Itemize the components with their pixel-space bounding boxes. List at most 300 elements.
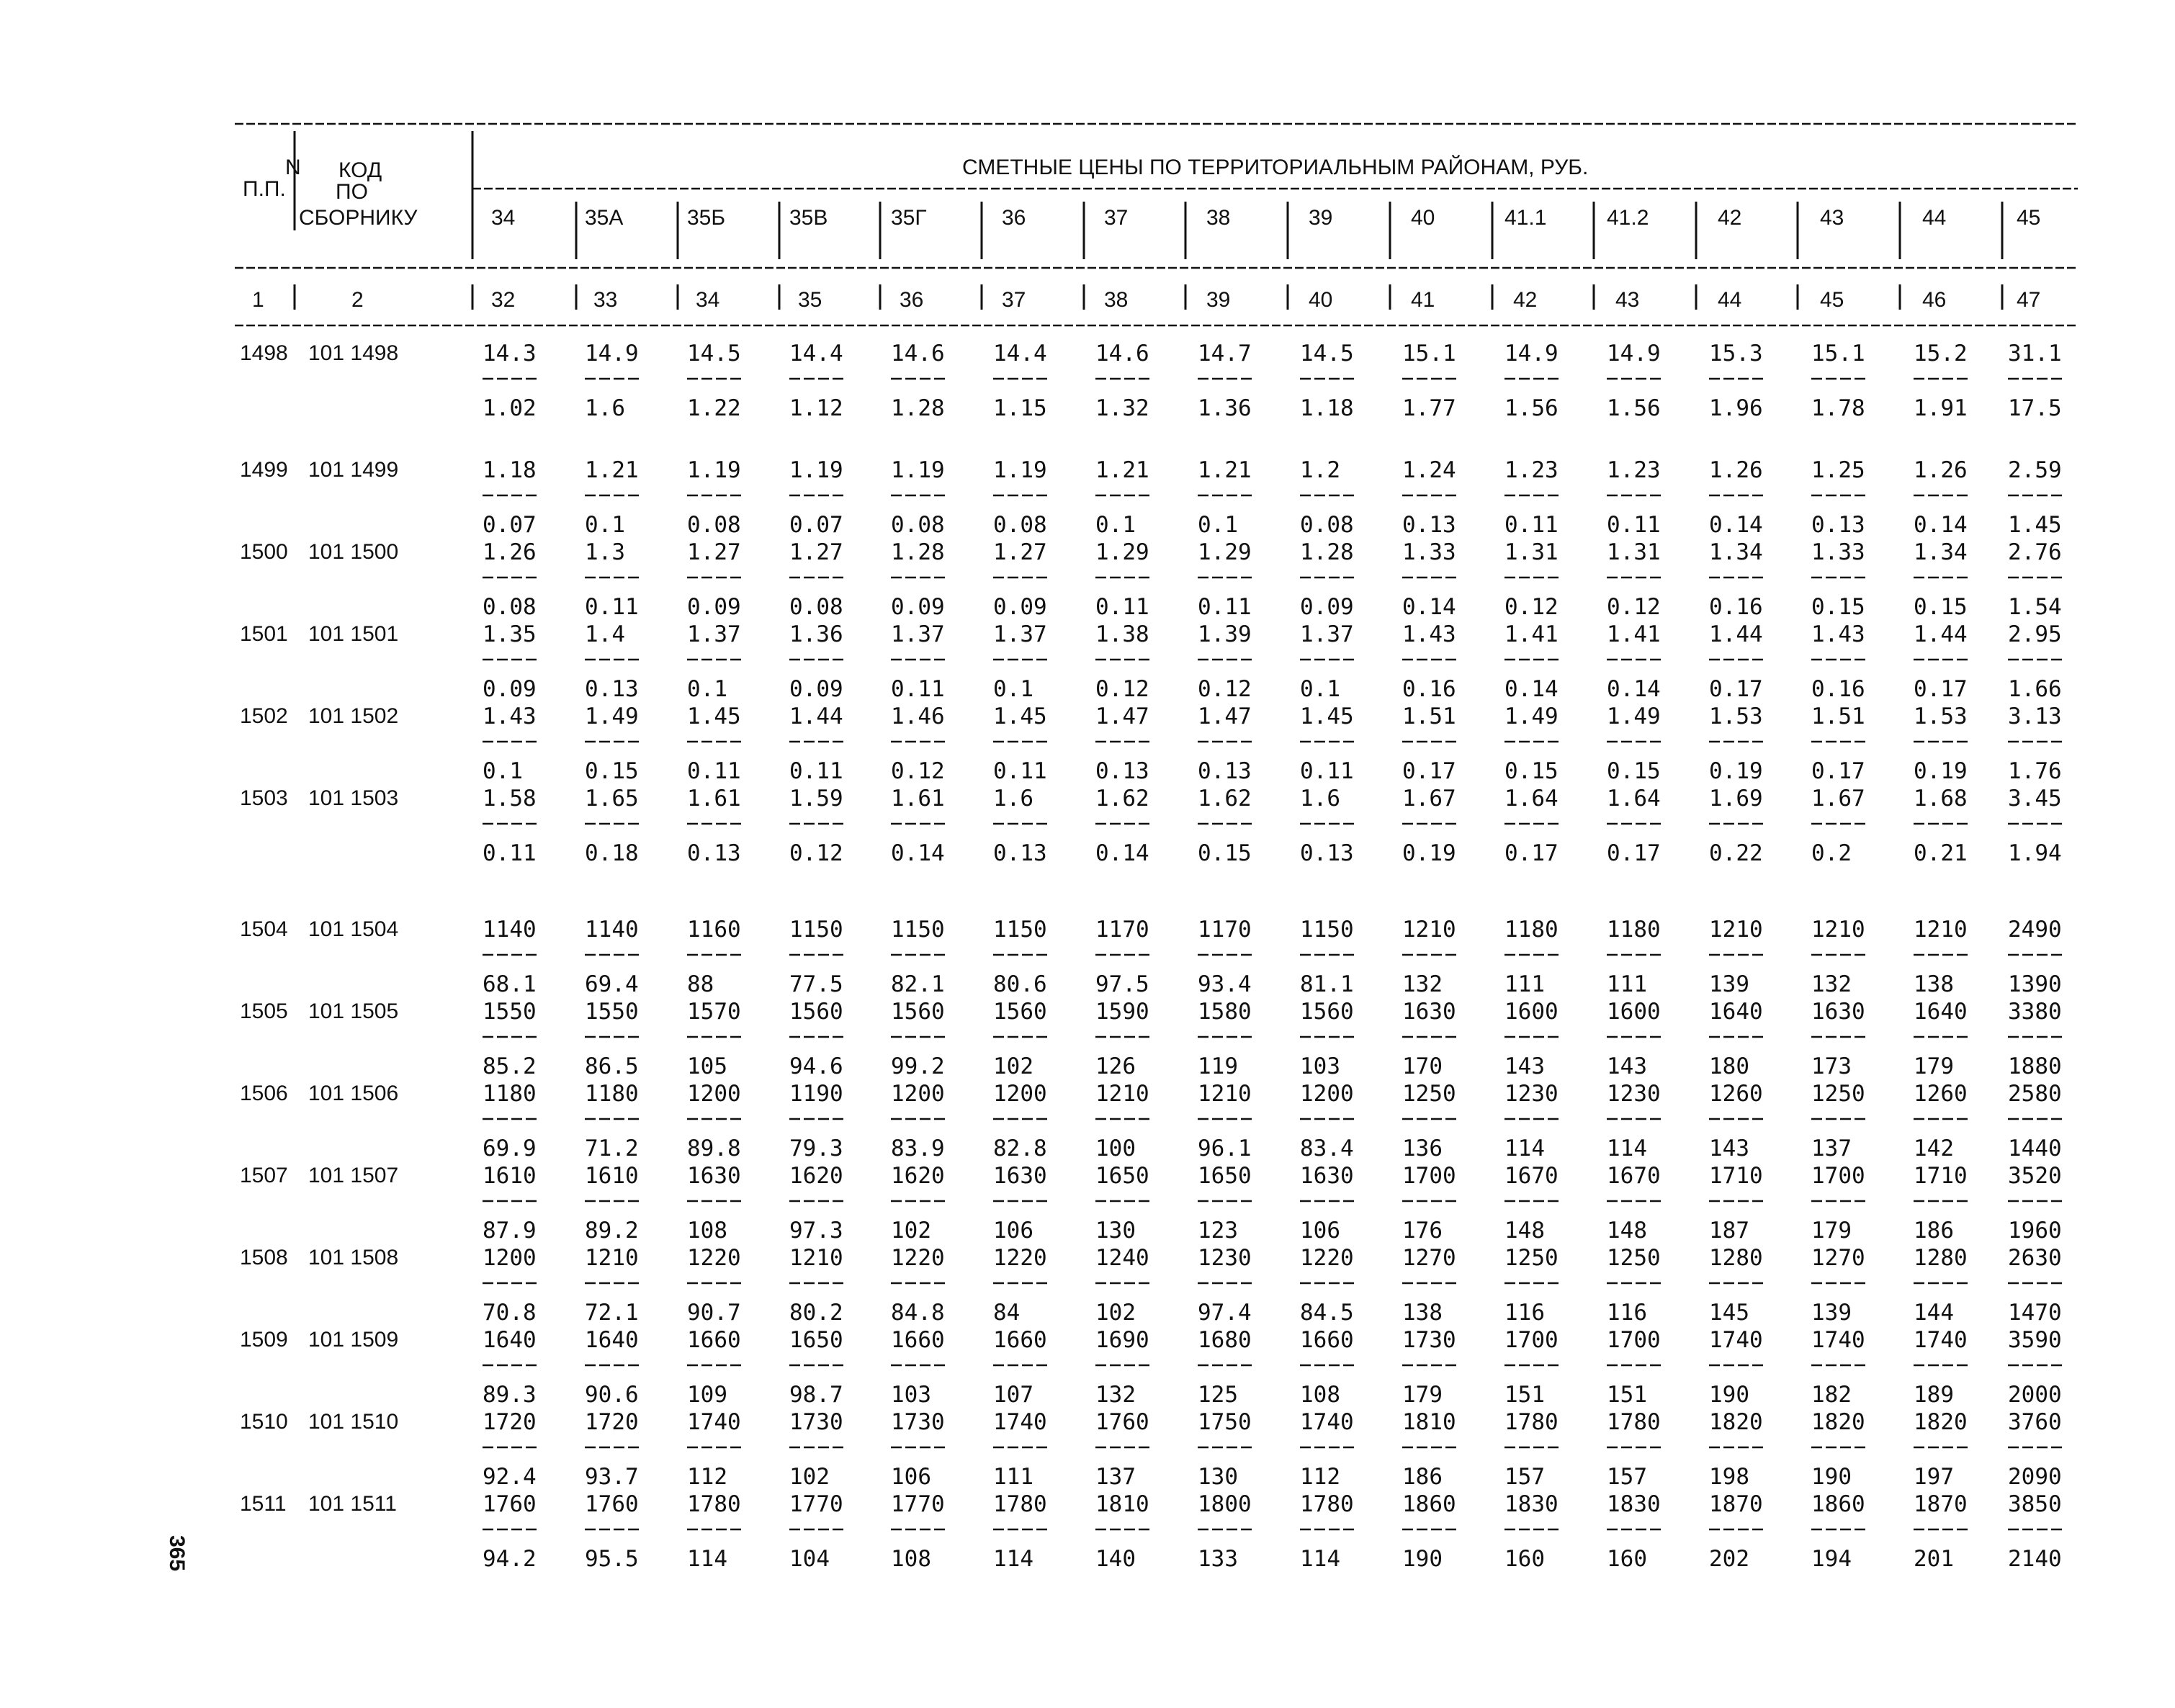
cell-value-top: 1.62 (1095, 786, 1149, 812)
column-number: 47 (2017, 288, 2041, 312)
cell-value-bottom: 102 (993, 1053, 1033, 1079)
cell-value-top: 1.4 (585, 621, 625, 647)
cell-value-top: 1.61 (891, 786, 945, 812)
row-number: 1498 (240, 341, 288, 365)
cell-value-top: 1.27 (789, 539, 843, 565)
cell-value-top: 1.19 (687, 457, 741, 483)
cell-value-top: 1.35 (483, 621, 537, 647)
cell-value-top: 1.19 (993, 457, 1047, 483)
cell-value-bottom: 1.76 (2008, 758, 2062, 784)
region-header: 35В (789, 206, 828, 230)
cell-value-bottom: 0.17 (1607, 840, 1661, 866)
row-number: 1509 (240, 1328, 288, 1352)
cell-value-top: 1620 (789, 1163, 843, 1189)
cell-value-bottom: 1.54 (2008, 594, 2062, 620)
cell-value-top: 2.76 (2008, 539, 2062, 565)
cell-value-top: 1.24 (1402, 457, 1456, 483)
cell-value-top: 1.45 (1300, 704, 1354, 729)
cell-value-top: 1830 (1607, 1491, 1661, 1517)
cell-value-top: 1270 (1811, 1245, 1865, 1271)
cell-value-top: 1.28 (891, 539, 945, 565)
cell-value-top: 1.38 (1095, 621, 1149, 647)
cell-value-bottom: 1.78 (1811, 395, 1865, 421)
cell-value-top: 1720 (483, 1409, 537, 1435)
column-number: 38 (1104, 288, 1129, 312)
cell-value-top: 1180 (1607, 917, 1661, 943)
cell-value-top: 1630 (687, 1163, 741, 1189)
cell-value-top: 1660 (993, 1327, 1047, 1353)
region-header: 39 (1309, 206, 1333, 230)
row-number: 1502 (240, 704, 288, 728)
cell-value-top: 1820 (1914, 1409, 1968, 1435)
cell-value-bottom: 106 (993, 1218, 1033, 1244)
cell-value-top: 1.65 (585, 786, 639, 812)
cell-value-top: 3850 (2008, 1491, 2062, 1517)
cell-value-top: 1740 (1709, 1327, 1763, 1353)
header-np-top: N (285, 156, 301, 179)
cell-value-top: 1550 (585, 999, 639, 1025)
cell-value-bottom: 0.14 (1607, 676, 1661, 702)
cell-value-bottom: 0.11 (483, 840, 537, 866)
cell-value-top: 1640 (1709, 999, 1763, 1025)
cell-value-top: 1210 (1811, 917, 1865, 943)
cell-value-top: 1780 (687, 1491, 741, 1517)
cell-value-bottom: 0.12 (1504, 594, 1559, 620)
row-code: 101 1510 (308, 1410, 399, 1434)
header-code-line3: СБОРНИКУ (299, 206, 418, 230)
cell-value-top: 1200 (1300, 1081, 1354, 1107)
row-number: 1510 (240, 1410, 288, 1434)
cell-value-bottom: 2000 (2008, 1382, 2062, 1408)
cell-value-top: 1.23 (1504, 457, 1559, 483)
cell-value-bottom: 0.12 (891, 758, 945, 784)
cell-value-bottom: 84.5 (1300, 1300, 1354, 1326)
cell-value-top: 1780 (1504, 1409, 1559, 1435)
cell-value-top: 1640 (483, 1327, 537, 1353)
row-number: 1499 (240, 458, 288, 482)
row-code: 101 1504 (308, 917, 399, 941)
cell-value-bottom: 0.13 (1095, 758, 1149, 784)
cell-value-top: 14.5 (1300, 341, 1354, 367)
cell-value-top: 1.43 (1811, 621, 1865, 647)
cell-value-bottom: 71.2 (585, 1136, 639, 1161)
cell-value-bottom: 0.13 (585, 676, 639, 702)
cell-value-top: 1250 (1402, 1081, 1456, 1107)
region-header: 43 (1820, 206, 1844, 230)
cell-value-top: 1580 (1198, 999, 1252, 1025)
cell-value-bottom: 148 (1504, 1218, 1545, 1244)
cell-value-top: 1250 (1504, 1245, 1559, 1271)
cell-value-bottom: 151 (1607, 1382, 1647, 1408)
cell-value-top: 14.9 (1504, 341, 1559, 367)
cell-value-bottom: 179 (1402, 1382, 1443, 1408)
cell-value-top: 1.44 (1709, 621, 1763, 647)
cell-value-top: 1.64 (1607, 786, 1661, 812)
cell-value-bottom: 106 (891, 1464, 931, 1490)
cell-value-top: 14.5 (687, 341, 741, 367)
cell-value-top: 3590 (2008, 1327, 2062, 1353)
cell-value-bottom: 190 (1709, 1382, 1749, 1408)
cell-value-bottom: 1.91 (1914, 395, 1968, 421)
cell-value-top: 1610 (483, 1163, 537, 1189)
cell-value-bottom: 112 (687, 1464, 727, 1490)
cell-value-bottom: 138 (1914, 971, 1954, 997)
cell-value-bottom: 93.4 (1198, 971, 1252, 997)
cell-value-bottom: 182 (1811, 1382, 1852, 1408)
cell-value-top: 1.19 (789, 457, 843, 483)
cell-value-top: 1730 (789, 1409, 843, 1435)
cell-value-bottom: 1.12 (789, 395, 843, 421)
cell-value-bottom: 1.6 (585, 395, 625, 421)
cell-value-bottom: 179 (1914, 1053, 1954, 1079)
cell-value-top: 14.6 (891, 341, 945, 367)
cell-value-bottom: 0.21 (1914, 840, 1968, 866)
cell-value-bottom: 0.18 (585, 840, 639, 866)
cell-value-top: 3380 (2008, 999, 2062, 1025)
cell-value-bottom: 0.15 (1811, 594, 1865, 620)
cell-value-top: 1590 (1095, 999, 1149, 1025)
cell-value-top: 1220 (687, 1245, 741, 1271)
column-number: 33 (593, 288, 618, 312)
cell-value-top: 1860 (1811, 1491, 1865, 1517)
cell-value-top: 1220 (1300, 1245, 1354, 1271)
cell-value-bottom: 114 (687, 1546, 727, 1572)
header-title: СМЕТНЫЕ ЦЕНЫ ПО ТЕРРИТОРИАЛЬНЫМ РАЙОНАМ, РУБ. (962, 156, 1589, 179)
cell-value-top: 14.6 (1095, 341, 1149, 367)
cell-value-bottom: 1.96 (1709, 395, 1763, 421)
cell-value-bottom: 0.11 (1504, 512, 1559, 538)
cell-value-bottom: 95.5 (585, 1546, 639, 1572)
region-header: 41.1 (1504, 206, 1547, 230)
cell-value-top: 1.67 (1402, 786, 1456, 812)
cell-value-top: 1740 (1300, 1409, 1354, 1435)
cell-value-top: 1.29 (1198, 539, 1252, 565)
cell-value-top: 1210 (1095, 1081, 1149, 1107)
cell-value-bottom: 0.15 (1607, 758, 1661, 784)
cell-value-top: 1650 (1095, 1163, 1149, 1189)
cell-value-bottom: 0.09 (993, 594, 1047, 620)
cell-value-bottom: 0.14 (891, 840, 945, 866)
region-header: 35Г (891, 206, 927, 230)
cell-value-top: 1720 (585, 1409, 639, 1435)
cell-value-top: 1.37 (1300, 621, 1354, 647)
cell-value-top: 1.53 (1709, 704, 1763, 729)
cell-value-bottom: 0.09 (1300, 594, 1354, 620)
cell-value-bottom: 130 (1198, 1464, 1238, 1490)
cell-value-bottom: 0.11 (993, 758, 1047, 784)
cell-value-bottom: 0.1 (585, 512, 625, 538)
cell-value-bottom: 142 (1914, 1136, 1954, 1161)
cell-value-bottom: 139 (1811, 1300, 1852, 1326)
cell-value-bottom: 0.09 (891, 594, 945, 620)
cell-value-bottom: 0.16 (1709, 594, 1763, 620)
cell-value-top: 1.59 (789, 786, 843, 812)
cell-value-bottom: 103 (891, 1382, 931, 1408)
cell-value-top: 1770 (891, 1491, 945, 1517)
cell-value-bottom: 90.7 (687, 1300, 741, 1326)
cell-value-top: 1560 (1300, 999, 1354, 1025)
cell-value-top: 15.1 (1402, 341, 1456, 367)
cell-value-top: 1740 (1811, 1327, 1865, 1353)
cell-value-bottom: 0.08 (993, 512, 1047, 538)
cell-value-bottom: 0.16 (1402, 676, 1456, 702)
cell-value-top: 1760 (1095, 1409, 1149, 1435)
cell-value-top: 1210 (1198, 1081, 1252, 1107)
cell-value-bottom: 0.13 (687, 840, 741, 866)
cell-value-bottom: 1.36 (1198, 395, 1252, 421)
cell-value-bottom: 77.5 (789, 971, 843, 997)
cell-value-top: 1710 (1914, 1163, 1968, 1189)
cell-value-bottom: 1.18 (1300, 395, 1354, 421)
row-number: 1505 (240, 999, 288, 1023)
row-code: 101 1511 (308, 1492, 397, 1516)
cell-value-top: 1.58 (483, 786, 537, 812)
cell-value-bottom: 0.08 (687, 512, 741, 538)
cell-value-top: 1.43 (483, 704, 537, 729)
cell-value-bottom: 137 (1095, 1464, 1136, 1490)
cell-value-top: 1610 (585, 1163, 639, 1189)
cell-value-bottom: 1.32 (1095, 395, 1149, 421)
cell-value-bottom: 0.11 (1300, 758, 1354, 784)
cell-value-bottom: 0.11 (1607, 512, 1661, 538)
cell-value-top: 1800 (1198, 1491, 1252, 1517)
cell-value-top: 2.59 (2008, 457, 2062, 483)
cell-value-top: 1710 (1709, 1163, 1763, 1189)
row-number: 1503 (240, 786, 288, 810)
cell-value-top: 1.31 (1607, 539, 1661, 565)
cell-value-bottom: 112 (1300, 1464, 1340, 1490)
cell-value-top: 14.4 (993, 341, 1047, 367)
cell-value-top: 1.43 (1402, 621, 1456, 647)
column-number: 42 (1513, 288, 1538, 312)
cell-value-bottom: 0.09 (483, 676, 537, 702)
cell-value-bottom: 198 (1709, 1464, 1749, 1490)
cell-value-top: 15.1 (1811, 341, 1865, 367)
cell-value-bottom: 0.11 (1095, 594, 1149, 620)
cell-value-bottom: 81.1 (1300, 971, 1354, 997)
cell-value-bottom: 97.3 (789, 1218, 843, 1244)
cell-value-bottom: 80.2 (789, 1300, 843, 1326)
cell-value-bottom: 1.56 (1607, 395, 1661, 421)
cell-value-bottom: 104 (789, 1546, 830, 1572)
cell-value-bottom: 0.11 (1198, 594, 1252, 620)
cell-value-bottom: 84.8 (891, 1300, 945, 1326)
cell-value-top: 1.41 (1607, 621, 1661, 647)
cell-value-top: 1630 (1811, 999, 1865, 1025)
cell-value-bottom: 94.2 (483, 1546, 537, 1572)
cell-value-bottom: 89.8 (687, 1136, 741, 1161)
region-header: 38 (1206, 206, 1231, 230)
cell-value-top: 1.31 (1504, 539, 1559, 565)
cell-value-bottom: 0.1 (993, 676, 1033, 702)
column-number: 39 (1206, 288, 1231, 312)
cell-value-bottom: 189 (1914, 1382, 1954, 1408)
column-number: 36 (900, 288, 924, 312)
cell-value-bottom: 111 (993, 1464, 1033, 1490)
cell-value-bottom: 0.09 (687, 594, 741, 620)
cell-value-top: 1660 (1300, 1327, 1354, 1353)
cell-value-bottom: 82.8 (993, 1136, 1047, 1161)
cell-value-bottom: 1.22 (687, 395, 741, 421)
cell-value-bottom: 138 (1402, 1300, 1443, 1326)
cell-value-bottom: 0.12 (1095, 676, 1149, 702)
cell-value-top: 1210 (1709, 917, 1763, 943)
cell-value-bottom: 126 (1095, 1053, 1136, 1079)
cell-value-bottom: 108 (687, 1218, 727, 1244)
cell-value-bottom: 136 (1402, 1136, 1443, 1161)
cell-value-bottom: 201 (1914, 1546, 1954, 1572)
cell-value-bottom: 1.56 (1504, 395, 1559, 421)
cell-value-bottom: 187 (1709, 1218, 1749, 1244)
cell-value-bottom: 0.12 (789, 840, 843, 866)
cell-value-bottom: 0.09 (789, 676, 843, 702)
cell-value-top: 1730 (891, 1409, 945, 1435)
row-code: 101 1507 (308, 1164, 399, 1187)
cell-value-bottom: 0.16 (1811, 676, 1865, 702)
cell-value-top: 1.6 (993, 786, 1033, 812)
cell-value-bottom: 0.11 (789, 758, 843, 784)
cell-value-top: 1210 (789, 1245, 843, 1271)
cell-value-bottom: 176 (1402, 1218, 1443, 1244)
cell-value-top: 3.45 (2008, 786, 2062, 812)
column-number: 32 (491, 288, 516, 312)
cell-value-bottom: 93.7 (585, 1464, 639, 1490)
cell-value-top: 1.51 (1402, 704, 1456, 729)
cell-value-top: 1.39 (1198, 621, 1252, 647)
cell-value-top: 1170 (1198, 917, 1252, 943)
cell-value-bottom: 90.6 (585, 1382, 639, 1408)
cell-value-bottom: 0.07 (483, 512, 537, 538)
cell-value-bottom: 1470 (2008, 1300, 2062, 1326)
cell-value-top: 3760 (2008, 1409, 2062, 1435)
cell-value-bottom: 0.2 (1811, 840, 1852, 866)
cell-value-top: 1760 (483, 1491, 537, 1517)
cell-value-bottom: 72.1 (585, 1300, 639, 1326)
cell-value-bottom: 0.07 (789, 512, 843, 538)
cell-value-top: 1570 (687, 999, 741, 1025)
cell-value-bottom: 88 (687, 971, 714, 997)
cell-value-bottom: 190 (1811, 1464, 1852, 1490)
column-number: 43 (1615, 288, 1640, 312)
cell-value-bottom: 1.28 (891, 395, 945, 421)
cell-value-top: 1690 (1095, 1327, 1149, 1353)
cell-value-bottom: 133 (1198, 1546, 1238, 1572)
column-number: 46 (1922, 288, 1947, 312)
cell-value-bottom: 1880 (2008, 1053, 2062, 1079)
cell-value-top: 1.36 (789, 621, 843, 647)
cell-value-top: 1210 (1402, 917, 1456, 943)
cell-value-top: 1780 (993, 1491, 1047, 1517)
cell-value-bottom: 0.14 (1914, 512, 1968, 538)
cell-value-bottom: 0.08 (1300, 512, 1354, 538)
cell-value-bottom: 0.17 (1504, 840, 1559, 866)
cell-value-top: 1140 (585, 917, 639, 943)
cell-value-bottom: 0.13 (1198, 758, 1252, 784)
cell-value-top: 1250 (1811, 1081, 1865, 1107)
cell-value-top: 1220 (891, 1245, 945, 1271)
cell-value-top: 1740 (993, 1409, 1047, 1435)
cell-value-bottom: 17.5 (2008, 395, 2062, 421)
cell-value-top: 1.27 (687, 539, 741, 565)
cell-value-top: 1.45 (687, 704, 741, 729)
cell-value-bottom: 97.5 (1095, 971, 1149, 997)
cell-value-top: 14.9 (1607, 341, 1661, 367)
cell-value-top: 1.28 (1300, 539, 1354, 565)
cell-value-bottom: 103 (1300, 1053, 1340, 1079)
cell-value-bottom: 0.12 (1607, 594, 1661, 620)
header-first-col-number: 1 (252, 288, 264, 312)
cell-value-bottom: 107 (993, 1382, 1033, 1408)
cell-value-top: 1.27 (993, 539, 1047, 565)
cell-value-top: 1230 (1198, 1245, 1252, 1271)
cell-value-bottom: 114 (1300, 1546, 1340, 1572)
cell-value-bottom: 89.2 (585, 1218, 639, 1244)
cell-value-bottom: 160 (1607, 1546, 1647, 1572)
cell-value-bottom: 190 (1402, 1546, 1443, 1572)
cell-value-bottom: 139 (1709, 971, 1749, 997)
cell-value-bottom: 0.08 (891, 512, 945, 538)
cell-value-top: 31.1 (2008, 341, 2062, 367)
cell-value-bottom: 69.9 (483, 1136, 537, 1161)
row-code: 101 1505 (308, 999, 399, 1023)
cell-value-bottom: 68.1 (483, 971, 537, 997)
cell-value-top: 1820 (1811, 1409, 1865, 1435)
cell-value-bottom: 202 (1709, 1546, 1749, 1572)
column-number: 37 (1002, 288, 1026, 312)
cell-value-top: 1630 (1300, 1163, 1354, 1189)
cell-value-top: 1260 (1914, 1081, 1968, 1107)
cell-value-bottom: 116 (1504, 1300, 1545, 1326)
cell-value-bottom: 170 (1402, 1053, 1443, 1079)
cell-value-top: 2.95 (2008, 621, 2062, 647)
cell-value-bottom: 111 (1607, 971, 1647, 997)
cell-value-top: 14.9 (585, 341, 639, 367)
cell-value-top: 1700 (1402, 1163, 1456, 1189)
cell-value-top: 1150 (789, 917, 843, 943)
cell-value-top: 1.41 (1504, 621, 1559, 647)
cell-value-top: 1770 (789, 1491, 843, 1517)
column-number: 41 (1411, 288, 1435, 312)
cell-value-top: 1.64 (1504, 786, 1559, 812)
cell-value-bottom: 114 (993, 1546, 1033, 1572)
cell-value-bottom: 100 (1095, 1136, 1136, 1161)
cell-value-bottom: 1.94 (2008, 840, 2062, 866)
cell-value-bottom: 105 (687, 1053, 727, 1079)
cell-value-top: 1.26 (483, 539, 537, 565)
region-header: 35А (585, 206, 624, 230)
cell-value-bottom: 0.13 (1300, 840, 1354, 866)
cell-value-bottom: 140 (1095, 1546, 1136, 1572)
cell-value-bottom: 132 (1095, 1382, 1136, 1408)
cell-value-top: 1140 (483, 917, 537, 943)
column-number: 35 (798, 288, 822, 312)
row-number: 1511 (240, 1492, 287, 1516)
cell-value-bottom: 123 (1198, 1218, 1238, 1244)
cell-value-top: 1.26 (1709, 457, 1763, 483)
cell-value-bottom: 186 (1914, 1218, 1954, 1244)
row-code: 101 1498 (308, 341, 399, 365)
column-number: 40 (1309, 288, 1333, 312)
cell-value-top: 1160 (687, 917, 741, 943)
cell-value-top: 14.3 (483, 341, 537, 367)
row-code: 101 1509 (308, 1328, 399, 1352)
cell-value-bottom: 80.6 (993, 971, 1047, 997)
cell-value-bottom: 83.9 (891, 1136, 945, 1161)
cell-value-bottom: 157 (1607, 1464, 1647, 1490)
cell-value-top: 1700 (1811, 1163, 1865, 1189)
cell-value-top: 1230 (1504, 1081, 1559, 1107)
cell-value-top: 1.34 (1709, 539, 1763, 565)
